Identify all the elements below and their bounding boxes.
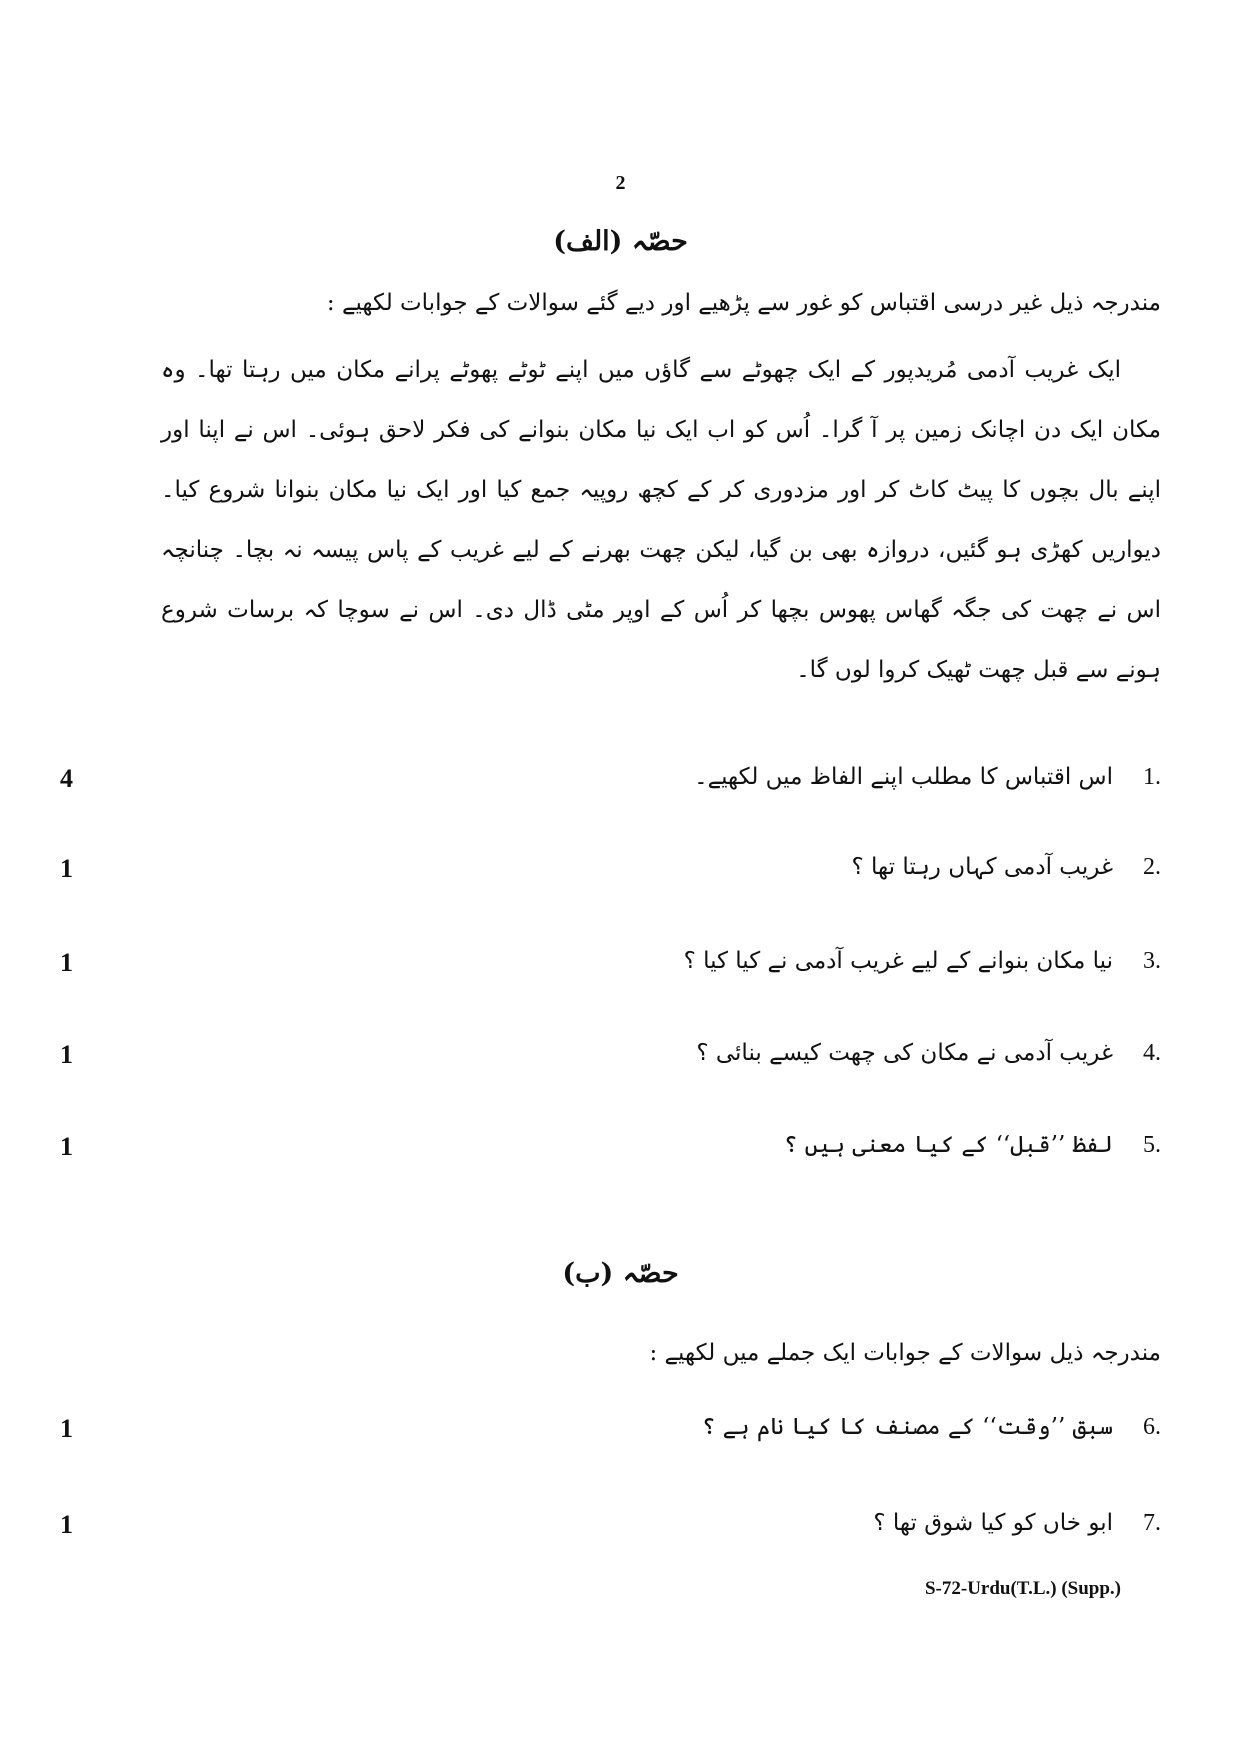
question-text: نیا مکان بنوانے کے لیے غریب آدمی نے کیا کیا ؟: [683, 948, 1113, 974]
section-b-heading: حصّہ (ب): [562, 1258, 679, 1289]
question-text: لفظ ’’قبل‘‘ کے کیا معنی ہیں ؟: [783, 1132, 1113, 1158]
question-text: اس اقتباس کا مطلب اپنے الفاظ میں لکھیے۔: [694, 764, 1113, 790]
question-row-1: [60, 764, 1161, 804]
question-row-6: [60, 1414, 1161, 1454]
question-row-4: [60, 1040, 1161, 1080]
question-marks: 1: [60, 1510, 73, 1539]
question-text: غریب آدمی نے مکان کی چھت کیسے بنائی ؟: [696, 1040, 1113, 1066]
section-a-instruction: مندرجہ ذیل غیر درسی اقتباس کو غور سے پڑھیے اور دیے گئے سوالات کے جوابات لکھیے :: [326, 290, 1161, 316]
paper-code-footer: S-72-Urdu(T.L.) (Supp.): [924, 1578, 1121, 1599]
page-number: 2: [615, 172, 626, 194]
question-number: 3.: [1143, 948, 1161, 974]
question-text: سبق ’’وقت‘‘ کے مصنف کا کیا نام ہے ؟: [701, 1414, 1113, 1440]
question-marks: 4: [60, 764, 73, 793]
section-b-instruction: مندرجہ ذیل سوالات کے جوابات ایک جملے میں لکھیے :: [649, 1340, 1161, 1366]
question-marks: 1: [60, 1132, 73, 1161]
question-row-3: [60, 948, 1161, 988]
question-number: 7.: [1143, 1510, 1161, 1536]
question-marks: 1: [60, 948, 73, 977]
question-row-5: [60, 1132, 1161, 1172]
question-marks: 1: [60, 1414, 73, 1443]
question-row-7: [60, 1510, 1161, 1550]
question-number: 6.: [1143, 1414, 1161, 1440]
comprehension-passage: ایک غریب آدمی مُریدپور کے ایک چھوٹے سے گاؤں میں اپنے ٹوٹے پھوٹے پرانے مکان میں رہتا تھا۔ وہ مکان ایک دن اچانک زمین پر آ گرا۔ اُس کو اب ایک نیا مکان بنوانے کی فکر لاحق ہوئی۔ اس نے اپنا اور اپنے بال بچوں کا پیٹ کاٹ کر اور مزدوری کر کے کچھ روپیہ جمع کیا اور ایک نیا مکان بنوانا شروع کیا۔ دیواریں کھڑی ہو گئیں، دروازہ بھی بن گیا، لیکن چھت بھرنے کے لیے غریب کے پاس پیسہ نہ بچا۔ چنانچہ اس نے چھت کی جگہ گھاس پھوس بچھا کر اُس کے اوپر مٹی ڈال دی۔ اس نے سوچا کہ برسات شروع ہونے سے قبل چھت ٹھیک کروا لوں گا۔: [161, 357, 1161, 683]
question-number: 2.: [1143, 854, 1161, 880]
question-number: 4.: [1143, 1040, 1161, 1066]
question-text: غریب آدمی کہاں رہتا تھا ؟: [851, 854, 1113, 880]
question-number: 5.: [1143, 1132, 1161, 1158]
question-marks: 1: [60, 854, 73, 883]
question-row-2: [60, 854, 1161, 894]
question-marks: 1: [60, 1040, 73, 1069]
question-number: 1.: [1143, 764, 1161, 790]
question-text: ابو خاں کو کیا شوق تھا ؟: [873, 1510, 1113, 1536]
section-a-heading: حصّہ (الف): [553, 226, 688, 257]
